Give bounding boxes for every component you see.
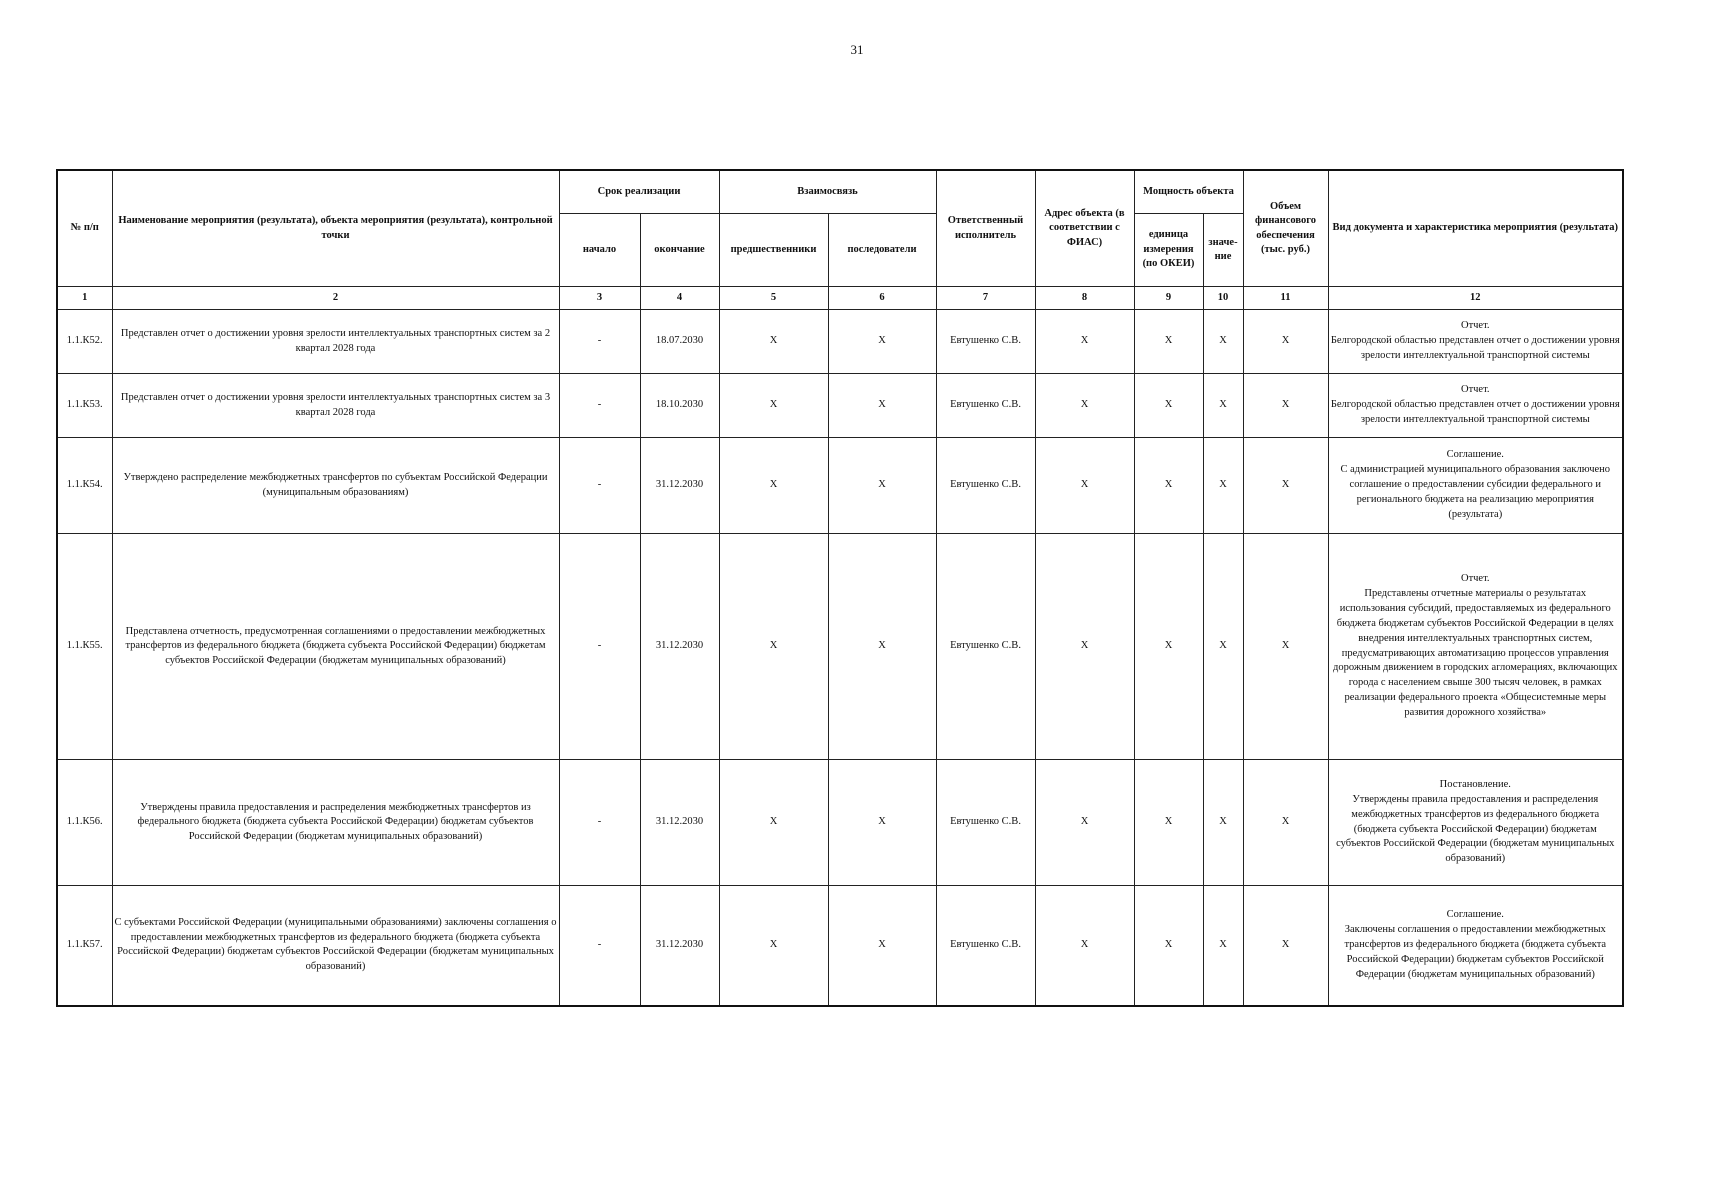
row-doc-title: Соглашение. bbox=[1446, 908, 1504, 920]
row-unit: X bbox=[1134, 438, 1203, 534]
row-end: 31.12.2030 bbox=[640, 438, 719, 534]
column-number: 3 bbox=[559, 287, 640, 310]
table-row bbox=[57, 886, 1623, 1006]
row-name: Утверждены правила предоставления и распределения межбюджетных трансфертов из федерального бюджета (бюджета субъекта Российской Федерации) бюджетам субъектов Российской Федерации (бюджетам муниципальных образований) bbox=[112, 760, 559, 886]
row-value: X bbox=[1203, 886, 1243, 1006]
row-doc-title: Соглашение. bbox=[1446, 449, 1504, 461]
row-doc-text: Заключены соглашения о предоставлении межбюджетных трансфертов из федерального бюджета (бюджета субъекта Российской Федерации) бюджетам субъектов Российской Федерации (бюджетам муниципальных образований) bbox=[1344, 923, 1607, 980]
row-predecessors: X bbox=[719, 374, 828, 438]
row-value: X bbox=[1203, 438, 1243, 534]
row-value: X bbox=[1203, 374, 1243, 438]
header-row-1 bbox=[57, 170, 1623, 214]
row-predecessors: X bbox=[719, 886, 828, 1006]
row-finance: X bbox=[1243, 534, 1328, 760]
header-capacity: Мощность объекта bbox=[1134, 170, 1243, 214]
row-predecessors: X bbox=[719, 310, 828, 374]
row-predecessors: X bbox=[719, 534, 828, 760]
row-responsible: Евтушенко С.В. bbox=[936, 310, 1035, 374]
page-number: 31 bbox=[850, 42, 864, 57]
row-end: 18.10.2030 bbox=[640, 374, 719, 438]
table-row bbox=[57, 374, 1623, 438]
row-start: - bbox=[559, 760, 640, 886]
table-row bbox=[57, 310, 1623, 374]
row-value: X bbox=[1203, 534, 1243, 760]
row-doc-text: Белгородской областью представлен отчет о достижении уровня зрелости интеллектуальной транспортной системы bbox=[1330, 399, 1620, 425]
column-number: 12 bbox=[1328, 287, 1623, 310]
row-value: X bbox=[1203, 760, 1243, 886]
row-name: Представлен отчет о достижении уровня зрелости интеллектуальных транспортных систем за 2 квартал 2028 года bbox=[112, 310, 559, 374]
row-doc-text: Утверждены правила предоставления и распределения межбюджетных трансфертов из федерального бюджета (бюджета субъекта Российской Федерации) бюджетам субъектов Российской Федерации (бюджетам муниципальных образований) bbox=[1336, 793, 1615, 865]
header-doc: Вид документа и характеристика мероприятия (результата) bbox=[1328, 170, 1623, 287]
row-successors: X bbox=[828, 886, 936, 1006]
row-doc bbox=[1328, 438, 1623, 534]
row-doc-text: С администрацией муниципального образования заключено соглашение о предоставлении субсидии федерального и регионального бюджета на реализацию мероприятия (результата) bbox=[1340, 464, 1611, 520]
row-doc-text: Белгородской областью представлен отчет о достижении уровня зрелости интеллектуальной транспортной системы bbox=[1330, 335, 1620, 361]
row-predecessors: X bbox=[719, 760, 828, 886]
header-successors: последователи bbox=[828, 214, 936, 287]
row-number: 1.1.К57. bbox=[57, 886, 112, 1006]
row-doc-title: Отчет. bbox=[1460, 320, 1490, 332]
row-end: 31.12.2030 bbox=[640, 886, 719, 1006]
row-successors: X bbox=[828, 374, 936, 438]
row-doc bbox=[1328, 760, 1623, 886]
table-row bbox=[57, 760, 1623, 886]
row-name: Утверждено распределение межбюджетных трансфертов по субъектам Российской Федерации (муниципальным образованиям) bbox=[112, 438, 559, 534]
column-number: 1 bbox=[57, 287, 112, 310]
row-unit: X bbox=[1134, 760, 1203, 886]
row-responsible: Евтушенко С.В. bbox=[936, 438, 1035, 534]
row-doc-title: Отчет. bbox=[1460, 572, 1490, 584]
header-responsible: Ответственный исполнитель bbox=[936, 170, 1035, 287]
row-responsible: Евтушенко С.В. bbox=[936, 374, 1035, 438]
row-successors: X bbox=[828, 534, 936, 760]
column-number: 4 bbox=[640, 287, 719, 310]
row-finance: X bbox=[1243, 310, 1328, 374]
header-relation: Взаимосвязь bbox=[719, 170, 936, 214]
header-name: Наименование мероприятия (результата), объекта мероприятия (результата), контрольной точки bbox=[112, 170, 559, 287]
column-number: 5 bbox=[719, 287, 828, 310]
row-successors: X bbox=[828, 310, 936, 374]
column-number: 7 bbox=[936, 287, 1035, 310]
header-capacity-unit: единица измерения (по ОКЕИ) bbox=[1134, 214, 1203, 287]
row-address: X bbox=[1035, 310, 1134, 374]
column-number: 8 bbox=[1035, 287, 1134, 310]
row-unit: X bbox=[1134, 374, 1203, 438]
row-start: - bbox=[559, 438, 640, 534]
column-number: 2 bbox=[112, 287, 559, 310]
table-row bbox=[57, 534, 1623, 760]
header-capacity-value: значе-ние bbox=[1203, 214, 1243, 287]
row-start: - bbox=[559, 374, 640, 438]
row-number: 1.1.К52. bbox=[57, 310, 112, 374]
row-end: 31.12.2030 bbox=[640, 760, 719, 886]
column-number: 10 bbox=[1203, 287, 1243, 310]
row-number: 1.1.К53. bbox=[57, 374, 112, 438]
row-unit: X bbox=[1134, 534, 1203, 760]
header-finance: Объем финансового обеспечения (тыс. руб.) bbox=[1243, 170, 1328, 287]
column-number: 9 bbox=[1134, 287, 1203, 310]
column-number: 6 bbox=[828, 287, 936, 310]
row-name: Представлен отчет о достижении уровня зрелости интеллектуальных транспортных систем за 3 квартал 2028 года bbox=[112, 374, 559, 438]
row-doc bbox=[1328, 310, 1623, 374]
column-number: 11 bbox=[1243, 287, 1328, 310]
row-value: X bbox=[1203, 310, 1243, 374]
row-successors: X bbox=[828, 438, 936, 534]
row-doc bbox=[1328, 886, 1623, 1006]
row-name: Представлена отчетность, предусмотренная соглашениями о предоставлении межбюджетных трансфертов из федерального бюджета (бюджета субъекта Российской Федерации) бюджетам субъектов Российской Федерации (бюджетам муниципальных образований) bbox=[112, 534, 559, 760]
row-number: 1.1.К55. bbox=[57, 534, 112, 760]
row-address: X bbox=[1035, 886, 1134, 1006]
header-period-start: начало bbox=[559, 214, 640, 287]
header-num: № п/п bbox=[57, 170, 112, 287]
row-number: 1.1.К54. bbox=[57, 438, 112, 534]
row-address: X bbox=[1035, 534, 1134, 760]
row-finance: X bbox=[1243, 886, 1328, 1006]
row-finance: X bbox=[1243, 438, 1328, 534]
row-address: X bbox=[1035, 438, 1134, 534]
row-start: - bbox=[559, 534, 640, 760]
row-successors: X bbox=[828, 760, 936, 886]
row-responsible: Евтушенко С.В. bbox=[936, 886, 1035, 1006]
row-unit: X bbox=[1134, 310, 1203, 374]
row-finance: X bbox=[1243, 760, 1328, 886]
header-address: Адрес объекта (в соответствии с ФИАС) bbox=[1035, 170, 1134, 287]
row-doc-title: Отчет. bbox=[1460, 384, 1490, 396]
row-start: - bbox=[559, 310, 640, 374]
row-doc bbox=[1328, 534, 1623, 760]
row-responsible: Евтушенко С.В. bbox=[936, 534, 1035, 760]
row-finance: X bbox=[1243, 374, 1328, 438]
row-doc-title: Постановление. bbox=[1439, 778, 1511, 790]
row-address: X bbox=[1035, 374, 1134, 438]
row-end: 18.07.2030 bbox=[640, 310, 719, 374]
header-predecessors: предшественники bbox=[719, 214, 828, 287]
plan-table bbox=[56, 169, 1624, 1007]
row-name: С субъектами Российской Федерации (муниципальными образованиями) заключены соглашения о предоставлении межбюджетных трансфертов из федерального бюджета (бюджета субъекта Российской Федерации) бюджетам субъектов Российской Федерации (бюджетам муниципальных образований) bbox=[112, 886, 559, 1006]
table-row bbox=[57, 438, 1623, 534]
row-doc bbox=[1328, 374, 1623, 438]
row-address: X bbox=[1035, 760, 1134, 886]
row-doc-text: Представлены отчетные материалы о результатах использования субсидий, предоставляемых из федерального бюджета бюджетам субъектов Российской Федерации в целях внедрения интеллектуальных транспортных систем, предусматривающих автоматизацию процессов управления дорожным движением в городских агломерациях, включающих города с населением свыше 300 тысяч человек, в рамках реализации федерального проекта «Общесистемные меры развития дорожного хозяйства» bbox=[1332, 587, 1618, 719]
row-unit: X bbox=[1134, 886, 1203, 1006]
row-responsible: Евтушенко С.В. bbox=[936, 760, 1035, 886]
row-start: - bbox=[559, 886, 640, 1006]
row-predecessors: X bbox=[719, 438, 828, 534]
header-period-end: окончание bbox=[640, 214, 719, 287]
row-number: 1.1.К56. bbox=[57, 760, 112, 886]
column-number-row bbox=[57, 287, 1623, 310]
header-period: Срок реализации bbox=[559, 170, 719, 214]
row-end: 31.12.2030 bbox=[640, 534, 719, 760]
